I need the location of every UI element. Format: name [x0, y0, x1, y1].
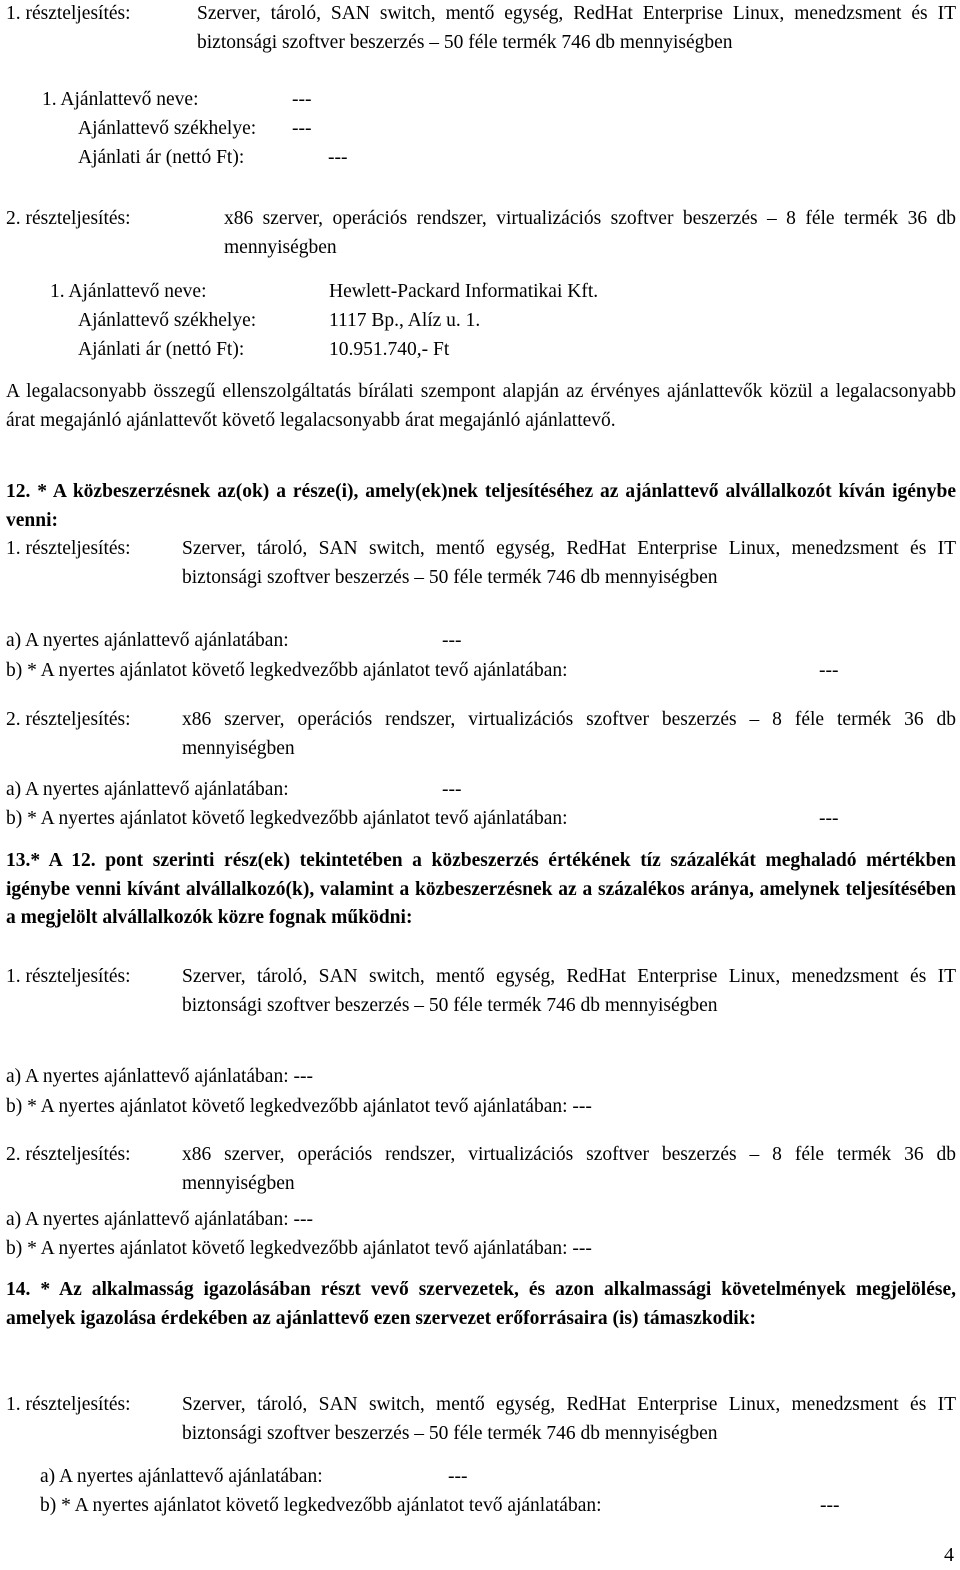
top-part2-seat: Ajánlattevő székhelye: 1117 Bp., Alíz u. 1.	[78, 310, 481, 331]
s12-part1-row: 1. részteljesítés: Szerver, tároló, SAN switch, mentő egység, RedHat Enterprise Linux, menedzsment és IT biztonsági szoftver beszerzés – 50 féle termék 746 db mennyiségben	[6, 538, 956, 588]
top-part2-row	[6, 205, 956, 262]
s13-part2-a: a) A nyertes ajánlattevő ajánlatában: ---	[6, 1209, 313, 1230]
top-part1-row	[6, 0, 956, 57]
s13-part2-row: 2. részteljesítés: x86 szerver, operációs rendszer, virtualizációs szoftver beszerzés – 8 féle termék 36 db mennyiségben	[6, 1144, 956, 1194]
s14-part1-a: a) A nyertes ajánlattevő ajánlatában: ---	[40, 1466, 468, 1487]
top-part2-label: 2. részteljesítés:	[6, 208, 131, 229]
s13-part1-row: 1. részteljesítés: Szerver, tároló, SAN switch, mentő egység, RedHat Enterprise Linux, menedzsment és IT biztonsági szoftver beszerzés – 50 féle termék 746 db mennyiségben	[6, 966, 956, 1016]
page-number: 4	[944, 1544, 954, 1566]
s14-part1-b: b) * A nyertes ajánlatot követő legkedvezőbb ajánlatot tevő ajánlatában: ---	[40, 1495, 840, 1516]
top-part1-text: Szerver, tároló, SAN switch, mentő egység, RedHat Enterprise Linux, menedzsment és IT biztonsági szoftver beszerzés – 50 féle termék 746 db mennyiségben	[197, 3, 956, 53]
s13-part1-a: a) A nyertes ajánlattevő ajánlatában: ---	[6, 1066, 313, 1087]
top-part1-seat: Ajánlattevő székhelye: ---	[78, 118, 312, 139]
top-part1-price: Ajánlati ár (nettó Ft): ---	[78, 147, 348, 168]
evaluation-note: A legalacsonyabb összegű ellenszolgáltatás bírálati szempont alapján az érvényes ajánlattevők közül a legalacsonyabb árat megajánló ajánlattevőt követő legalacsonyabb árat megajánló ajánlattevő.	[6, 381, 956, 431]
s14-part1-row: 1. részteljesítés: Szerver, tároló, SAN switch, mentő egység, RedHat Enterprise Linux, menedzsment és IT biztonsági szoftver beszerzés – 50 féle termék 746 db mennyiségben	[6, 1394, 956, 1444]
s12-part2-b: b) * A nyertes ajánlatot követő legkedvezőbb ajánlatot tevő ajánlatában: ---	[6, 808, 839, 829]
top-part1-name: 1. Ajánlattevő neve: ---	[42, 89, 312, 110]
s12-part2-a: a) A nyertes ajánlattevő ajánlatában: ---	[6, 779, 462, 800]
s13-part2-b: b) * A nyertes ajánlatot követő legkedvezőbb ajánlatot tevő ajánlatában: ---	[6, 1238, 592, 1259]
s12-part1-b: b) * A nyertes ajánlatot követő legkedvezőbb ajánlatot tevő ajánlatában: ---	[6, 660, 839, 681]
top-part2-price: Ajánlati ár (nettó Ft): 10.951.740,- Ft	[78, 339, 450, 360]
top-part1-label: 1. részteljesítés:	[6, 3, 131, 24]
top-part2-name: 1. Ajánlattevő neve: Hewlett-Packard Informatikai Kft.	[50, 281, 599, 302]
section-13-heading: 13.* A 12. pont szerinti rész(ek) tekintetében a közbeszerzés értékének tíz százalékát meghaladó mértékben igénybe venni kívánt alvállalkozó(k), valamint a közbeszerzésnek az a százalékos aránya, amelynek teljesítésében a megjelölt alvállalkozók közre fognak működni:	[6, 850, 956, 929]
section-12-heading: 12. * A közbeszerzésnek az(ok) a része(i), amely(ek)nek teljesítéséhez az ajánlattevő alvállalkozót kíván igénybe venni:	[6, 481, 956, 531]
s12-part1-a: a) A nyertes ajánlattevő ajánlatában: ---	[6, 630, 462, 651]
section-14-heading: 14. * Az alkalmasság igazolásában részt vevő szervezetek, és azon alkalmassági követelmények megjelölése, amelyek igazolása érdekében az ajánlattevő ezen szervezet erőforrásaira (is) támaszkodik:	[6, 1279, 956, 1329]
s12-part2-row: 2. részteljesítés: x86 szerver, operációs rendszer, virtualizációs szoftver beszerzés – 8 féle termék 36 db mennyiségben	[6, 709, 956, 759]
top-part2-text: x86 szerver, operációs rendszer, virtualizációs szoftver beszerzés – 8 féle termék 36 db mennyiségben	[224, 208, 956, 258]
s13-part1-b: b) * A nyertes ajánlatot követő legkedvezőbb ajánlatot tevő ajánlatában: ---	[6, 1096, 592, 1117]
